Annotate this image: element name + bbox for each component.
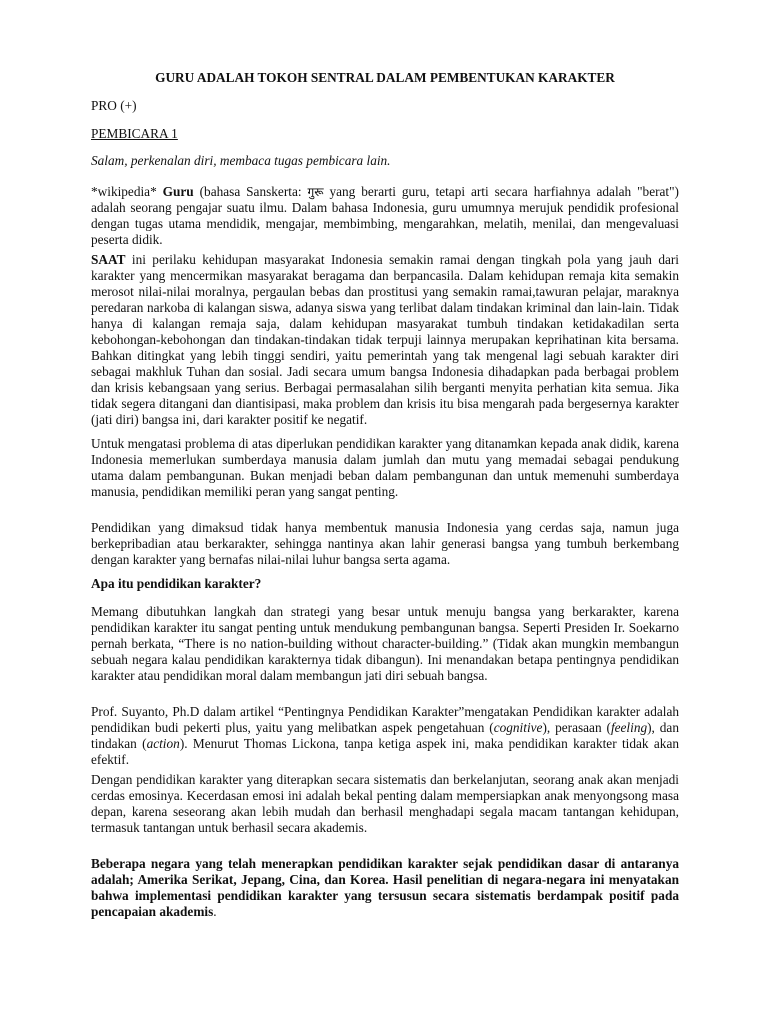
suyanto-text-2: ), perasaan ( [542, 720, 611, 735]
speaker-label: PEMBICARA 1 [91, 126, 178, 141]
document-title: GURU ADALAH TOKOH SENTRAL DALAM PEMBENTUKAN KARAKTER [155, 70, 615, 85]
term-action: action [146, 736, 180, 751]
mengatasi-paragraph: Untuk mengatasi problema di atas diperlukan pendidikan karakter yang ditanamkan kepada anak didik, karena Indonesia memerlukan sumberdaya manusia dalam jumlah dan mutu yang memadai sebagai pendukung utama dalam pembangunan. Bukan menjadi beban dalam pembangunan dan untuk memenuhi sumberdaya manusia, pendidikan memiliki peran yang sangat penting. [91, 436, 679, 499]
wiki-rest: yang berarti guru, tetapi arti secara harfiahnya adalah "berat") adalah seorang pengajar suatu ilmu. Dalam bahasa Indonesia, guru umumnya merujuk pendidik profesional dengan tugas utama mendidik, mengajar, membimbing, mengarahkan, melatih, menilai, dan mengevaluasi peserta didik. [91, 184, 679, 247]
term-cognitive: cognitive [493, 720, 543, 735]
suyanto-text-4: ). Menurut Thomas Lickona, tanpa ketiga aspek ini, maka pendidikan karakter tidak akan efektif. [91, 736, 679, 767]
wiki-term: Guru [162, 184, 194, 199]
dengan-paragraph: Dengan pendidikan karakter yang diterapkan secara sistematis dan berkelanjutan, seorang anak akan menjadi cerdas emosinya. Kecerdasan emosi ini adalah bekal penting dalam mempersiapkan anak menyongsong masa depan, karena seseorang akan lebih mudah dan berhasil menghadapi segala macam tantangan kehidupan, termasuk tantangan untuk berhasil secara akademis. [91, 772, 679, 835]
saat-text: ini perilaku kehidupan masyarakat Indonesia semakin ramai dengan tingkah pola yang jauh dari karakter yang mencermikan masyarakat beragama dan berpancasila. Dalam kehidupan remaja kita semakin merosot nilai-nilai moralnya, pergaulan bebas dan prostitusi yang semakin ramai,tawuran pelajar, maraknya peredaran narkoba di kalangan siswa, adanya siswa yang terlibat dalam tindakan kriminal dan lain-lain. Tidak hanya di kalangan remaja saja, dalam kehidupan masyarakat tumbuh tindakan ketidakadilan serta kebohongan-kebohongan dan tindakan-tindakan tidak terpuji lainnya merupakan keprihatinan kita bersama. Bahkan ditingkat yang lebih tinggi sendiri, yaitu pemerintah yang tak mengenal lagi sebuah karakter diri sebagai makhluk Tuhan dan sosial. Jadi secara umum bangsa Indonesia dihadapkan pada berbagai problem dan krisis kebangsaan yang serius. Berbagai permasalahan silih berganti menyita perhatian kita semua. Jika tidak segera ditangani dan diantisipasi, maka problem dan krisis itu bisa mengarah pada bergesernya karakter (jati diri) bangsa ini, dari karakter positif ke negatif. [91, 252, 679, 427]
wikipedia-paragraph [91, 184, 679, 248]
term-feeling: feeling [610, 720, 648, 735]
beberapa-end: . [213, 904, 217, 919]
beberapa-bold: Beberapa negara yang telah menerapkan pendidikan karakter sejak pendidikan dasar di antaranya adalah; Amerika Serikat, Jepang, Cina, dan Korea. Hasil penelitian di negara-negara ini menyatakan bahwa implementasi pendidikan karakter yang tersusun secara sistematis berdampak positif pada pencapaian akademis [91, 856, 679, 919]
wiki-prefix: *wikipedia* [91, 184, 163, 199]
saat-lead: SAAT [91, 252, 126, 267]
memang-paragraph: Memang dibutuhkan langkah dan strategi yang besar untuk menuju bangsa yang berkarakter, karena pendidikan karakter itu sangat penting untuk mendukung pembangunan bangsa. Seperti Presiden Ir. Soekarno pernah berkata, “There is no nation-building without character-building.” (Tidak akan mungkin membangun sebuah negara kalau pendidikan karakternya tidak dibangun). Ini menandakan betapa pentingnya pendidikan karakter atau pendidikan moral dalam membangun jati diri sebuah bangsa. [91, 604, 679, 683]
suyanto-text-1: Prof. Suyanto, Ph.D dalam artikel “Pentingnya Pendidikan Karakter”mengatakan Pendidikan karakter adalah pendidikan budi pekerti plus, yaitu yang melibatkan aspek pengetahuan ( [91, 704, 679, 735]
wiki-before-script: (bahasa Sanskerta: [193, 184, 308, 199]
saat-paragraph [91, 252, 679, 428]
intro-text: Salam, perkenalan diri, membaca tugas pembicara lain. [91, 153, 391, 168]
beberapa-paragraph [91, 856, 679, 920]
dimaksud-paragraph: Pendidikan yang dimaksud tidak hanya membentuk manusia Indonesia yang cerdas saja, namun juga berkepribadian atau berkarakter, sehingga nantinya akan lahir generasi bangsa yang tumbuh berkembang dengan karakter yang bernafas nilai-nilai luhur bangsa serta agama. [91, 520, 679, 567]
section-heading: Apa itu pendidikan karakter? [91, 576, 262, 591]
suyanto-text-3: ), dan tindakan ( [91, 720, 679, 751]
side-label: PRO (+) [91, 98, 137, 113]
wiki-sanskrit: गुरू [307, 185, 324, 199]
suyanto-paragraph [91, 704, 679, 768]
